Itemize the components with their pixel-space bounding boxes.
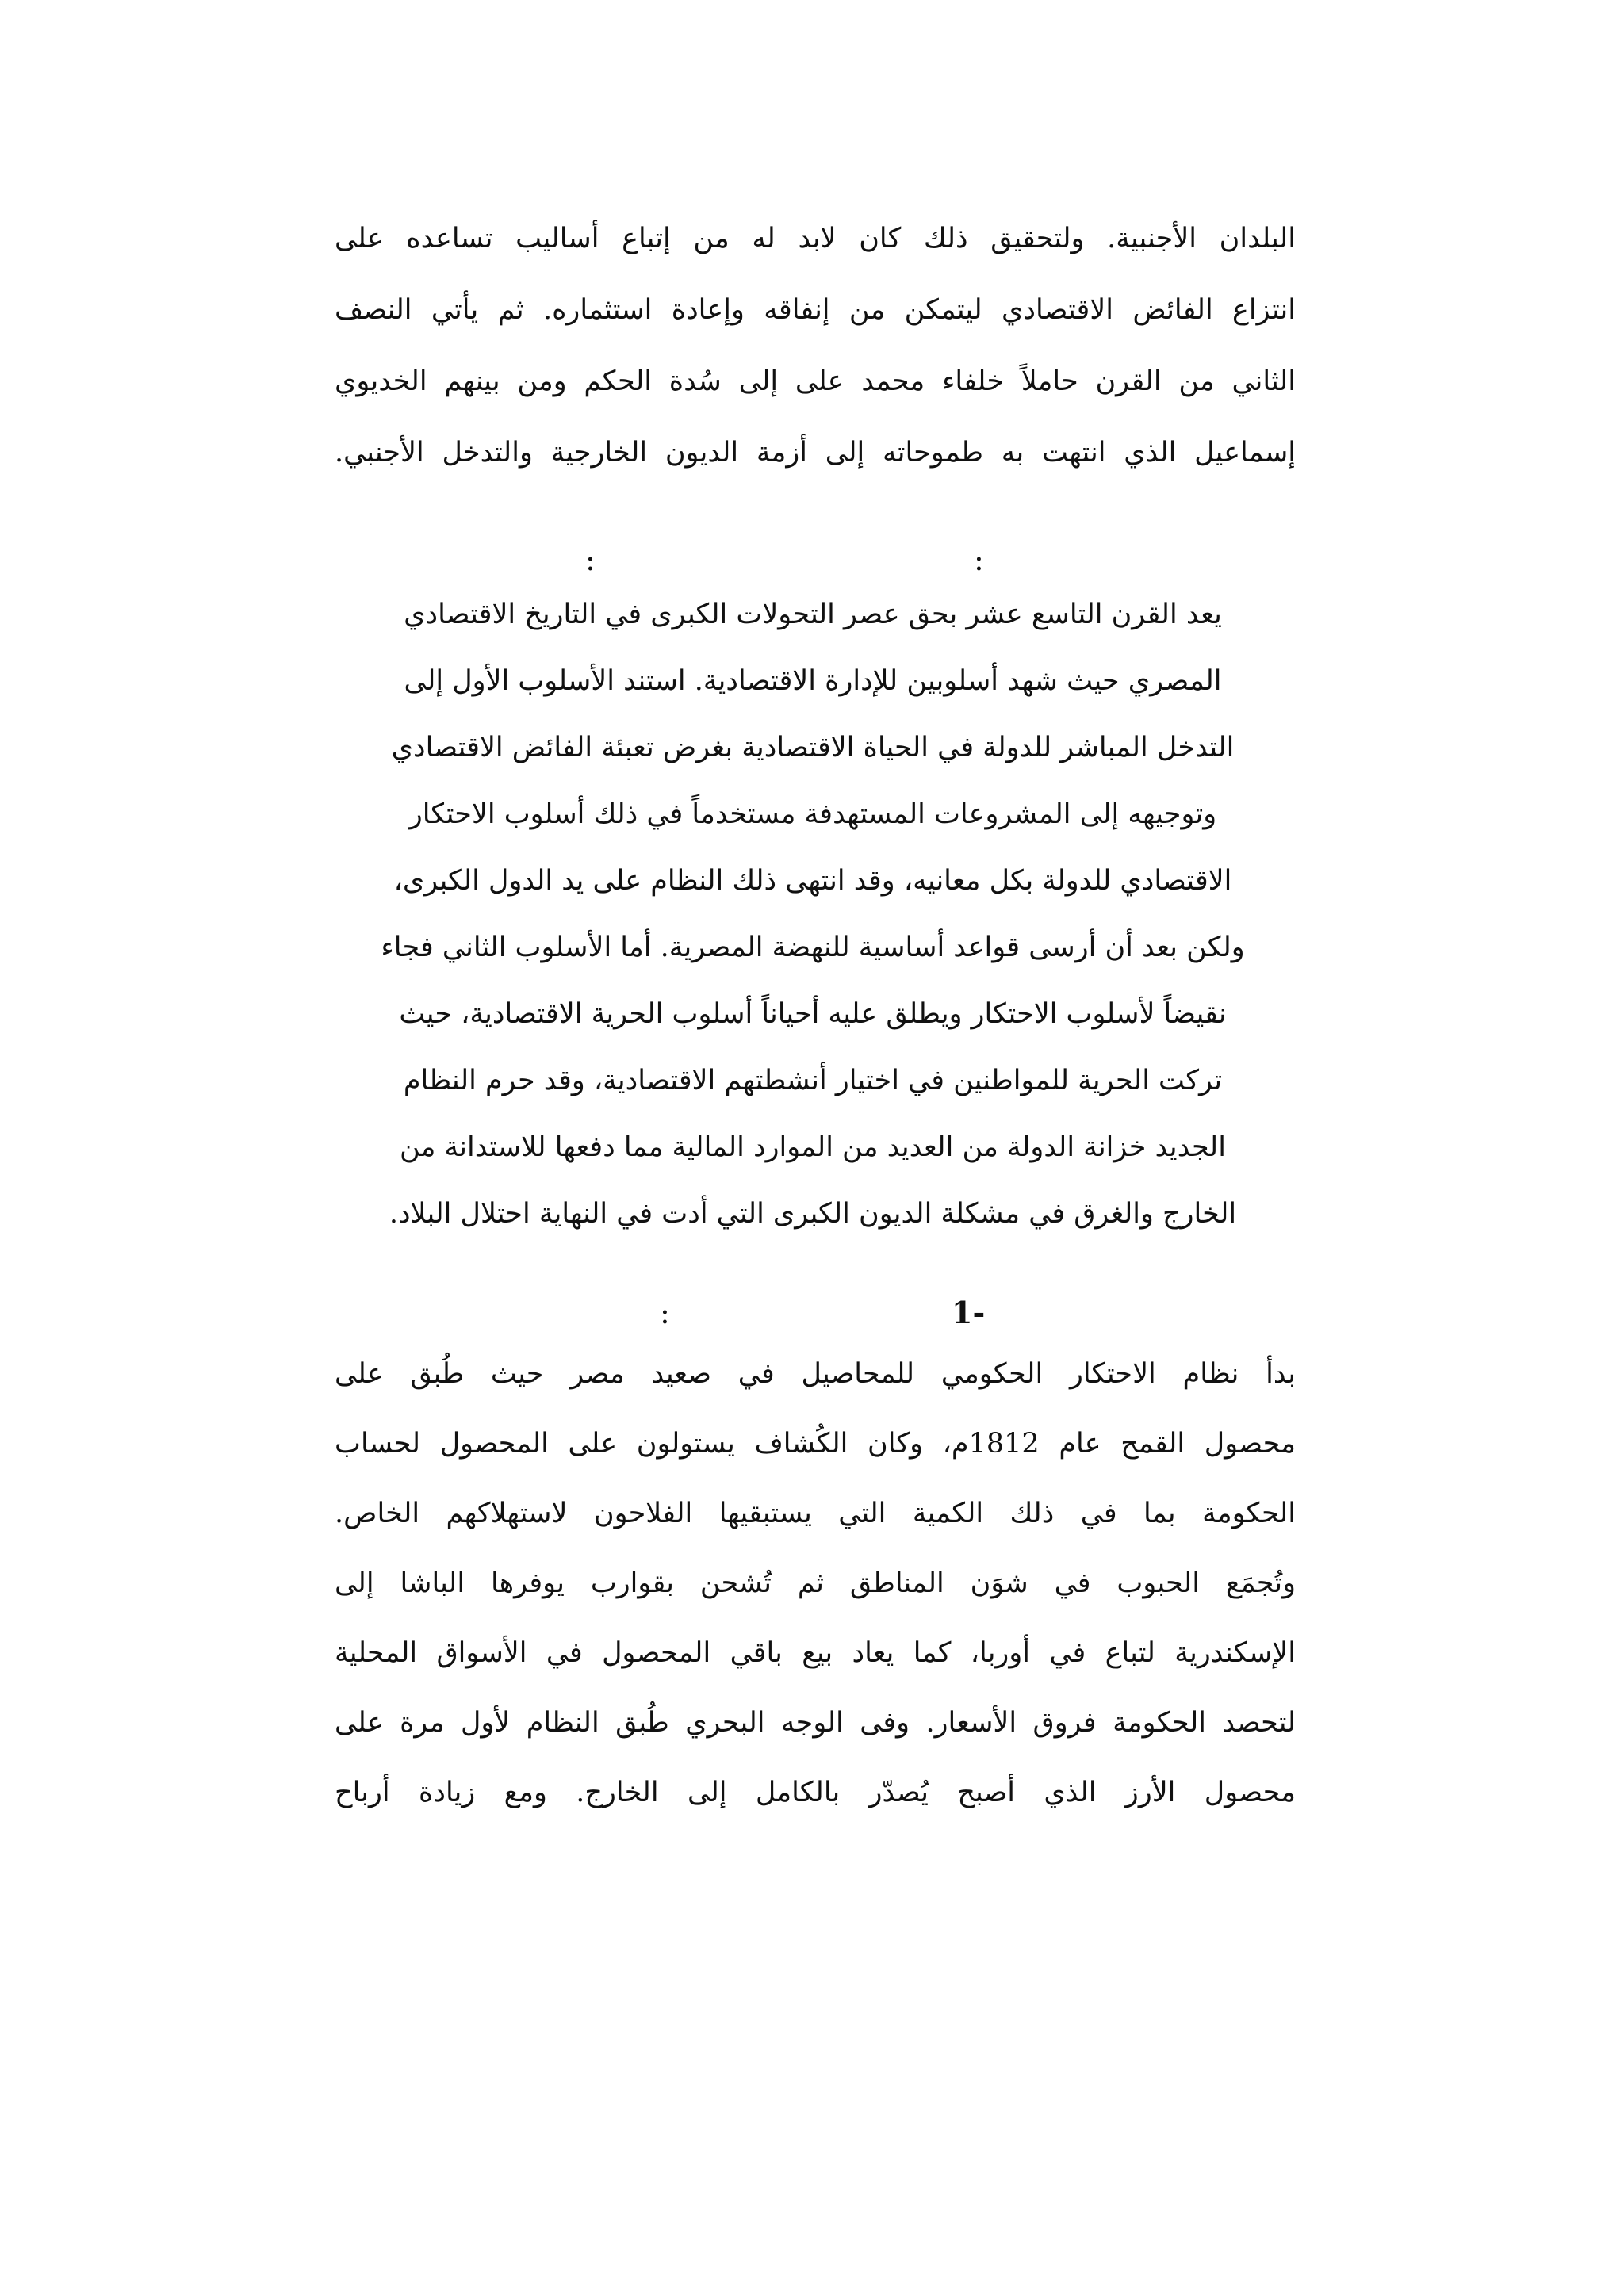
- paragraph-2-line: الجديد خزانة الدولة من العديد من الموارد المالية مما دفعها للاستدانة من: [400, 1131, 1226, 1163]
- paragraph-2-line: الخارج والغرق في مشكلة الديون الكبرى التي أدت في النهاية احتلال البلاد.: [389, 1198, 1237, 1230]
- section-number: 1-: [952, 1295, 986, 1330]
- paragraph-3-line: لتحصد الحكومة فروق الأسعار. وفى الوجه البحري طُبق النظام لأول مرة على: [335, 1707, 1296, 1739]
- paragraph-3-line: الإسكندرية لتباع في أوربا، كما يعاد بيع باقي المحصول في الأسواق المحلية: [335, 1637, 1296, 1669]
- paragraph-2-line: المصري حيث شهد أسلوبين للإدارة الاقتصادية. استند الأسلوب الأول إلى: [404, 665, 1222, 697]
- paragraph-1-line: إسماعيل الذي انتهت به طموحاته إلى أزمة الديون الخارجية والتدخل الأجنبي.: [335, 437, 1296, 469]
- paragraph-2-line: تركت الحرية للمواطنين في اختيار أنشطتهم الاقتصادية، وقد حرم النظام: [403, 1065, 1223, 1096]
- paragraph-2-line: وتوجيهه إلى المشروعات المستهدفة مستخدماً في ذلك أسلوب الاحتكار: [408, 798, 1217, 830]
- paragraph-1-line: انتزاع الفائض الاقتصادي ليتمكن من إنفاقه وإعادة استثماره. ثم يأتي النصف: [335, 294, 1296, 326]
- paragraph-1-line: الثاني من القرن حاملاً خلفاء محمد على إلى سُدة الحكم ومن بينهم الخديوي: [335, 365, 1296, 397]
- paragraph-2-line: نقيضاً لأسلوب الاحتكار ويطلق عليه أحياناً أسلوب الحرية الاقتصادية، حيث: [399, 998, 1227, 1030]
- paragraph-3-line: وتُجمَع الحبوب في شوَن المناطق ثم تُشحن بقوارب يوفرها الباشا إلى: [335, 1567, 1296, 1599]
- paragraph-1-line: البلدان الأجنبية. ولتحقيق ذلك كان لابد له من إتباع أساليب تساعده على: [335, 223, 1296, 254]
- heading-colon-left: :: [585, 542, 596, 577]
- paragraph-2-line: ولكن بعد أن أرسى قواعد أساسية للنهضة المصرية. أما الأسلوب الثاني فجاء: [381, 932, 1245, 963]
- paragraph-3-line: محصول الأرز الذي أصبح يُصدّر بالكامل إلى الخارج. ومع زيادة أرباح: [335, 1777, 1296, 1808]
- paragraph-2-line: التدخل المباشر للدولة في الحياة الاقتصادية بغرض تعبئة الفائض الاقتصادي: [391, 732, 1235, 763]
- paragraph-3-line: محصول القمح عام 1812م، وكان الكُشاف يستولون على المحصول لحساب: [335, 1428, 1297, 1460]
- heading-colon-right: :: [974, 542, 984, 577]
- paragraph-2-line: الاقتصادي للدولة بكل معانيه، وقد انتهى ذلك النظام على يد الدول الكبرى،: [393, 865, 1232, 897]
- paragraph-2-line: يعد القرن التاسع عشر بحق عصر التحولات الكبرى في التاريخ الاقتصادي: [404, 599, 1222, 630]
- heading-colon: :: [660, 1295, 670, 1330]
- paragraph-3-line: بدأ نظام الاحتكار الحكومي للمحاصيل في صعيد مصر حيث طُبق على: [335, 1358, 1296, 1390]
- paragraph-3-line: الحكومة بما في ذلك الكمية التي يستبقيها الفلاحون لاستهلاكهم الخاص.: [335, 1498, 1296, 1529]
